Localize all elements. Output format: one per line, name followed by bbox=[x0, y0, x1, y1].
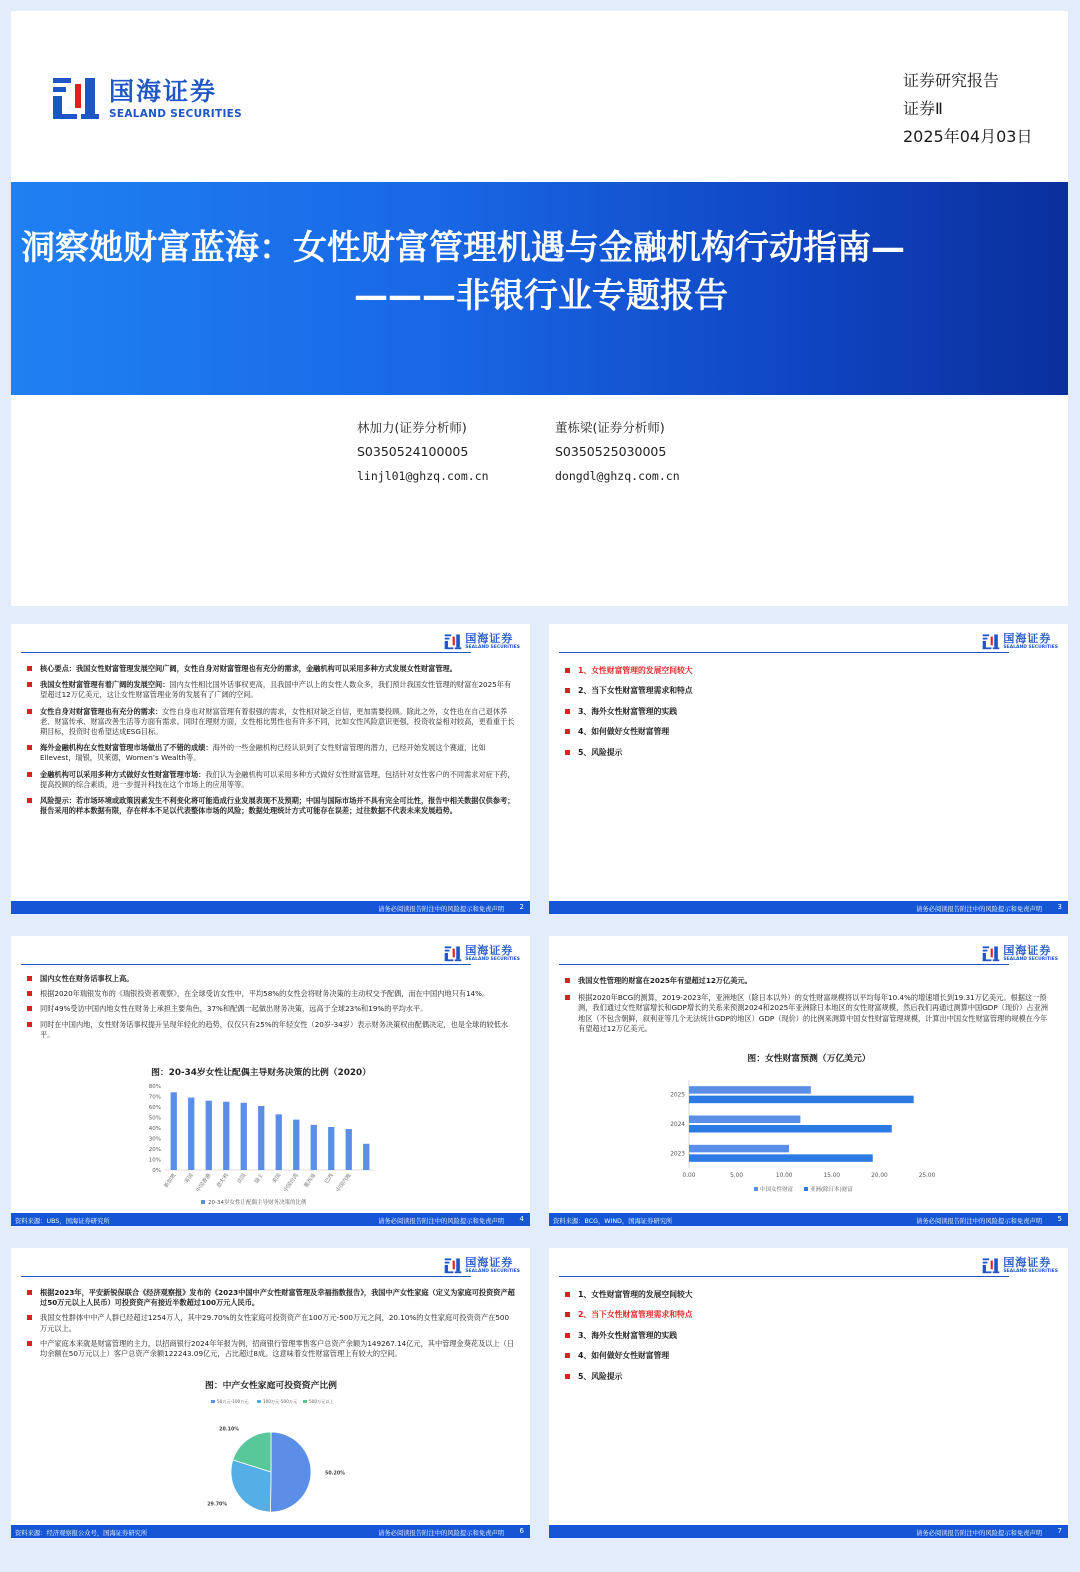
sealand-logo-icon bbox=[51, 74, 101, 124]
footer-disclaimer: 请务必阅读报告附注中的风险提示和免责声明 bbox=[916, 1218, 1042, 1225]
bullet-item: 我国女性财富管理有着广阔的发展空间：国内女性相比国外话事权更高，且我国中产以上的女性人数众多，我们预计我国女性管理的财富在2025年有望超过12万亿美元，这让女性财富管理业务的发展有了广阔的空间。 bbox=[27, 680, 516, 700]
y-tick-label: 50% bbox=[148, 1115, 161, 1122]
bullet-item: 根据2020年BCG的测算，2019-2023年，亚洲地区（除日本以外）的女性财富规模将以平均每年10.4%的增速增长到19.31万亿美元。根据这一预测，我们通过女性财富增长和GDP增长的关系来预测2024和2025年亚洲除日本地区的女性财富规模，然后我们再通过测算中国GDP（现价）占亚洲地区（不包含朝鲜，叙利亚等几个无法统计GDP的地区）GDP（现价）的比例来测算中国女性财富管理规模，计算出中国女性财富管理的规模在今年有望超过12万亿美元。 bbox=[565, 993, 1054, 1034]
x-tick-label: 巴西 bbox=[323, 1172, 335, 1185]
slide-footer bbox=[11, 901, 530, 914]
legend-label: 100万元-500万元 bbox=[263, 1399, 298, 1404]
slide-footer bbox=[549, 1525, 1068, 1538]
bullet-item: 国内女性在财务话事权上高。 bbox=[27, 974, 516, 984]
brand-name-en: SEALAND SECURITIES bbox=[465, 957, 520, 962]
brand-name-cn: 国海证券 bbox=[109, 77, 218, 106]
analyst-name: 董栋梁(证券分析师) bbox=[555, 420, 665, 435]
x-tick-label: 10.00 bbox=[775, 1173, 793, 1179]
slide-logo bbox=[444, 945, 520, 963]
slide-logo bbox=[982, 945, 1058, 963]
bullet-list bbox=[27, 974, 516, 1045]
report-title-line-1: 洞察她财富蓝海：女性财富管理机遇与金融机构行动指南— bbox=[21, 228, 905, 268]
bullet-item: 女性自身对财富管理也有充分的需求：女性自身也对财富管理有着很强的需求，女性相对缺乏自信，更加需要投顾。除此之外，女性也在自己退休养老、财富传承、财富改善生活等方面有需求。同时在理财方面，女性相比男性也有许多不同，比如女性风险意识更强，投资收益相对较高，更看重于长期目标，投资时也希望达成ESG目标。 bbox=[27, 707, 516, 738]
bullet-item: 同时49%受访中国内地女性在财务上承担主要角色，37%和配偶一起做出财务决策，远高于全球23%和19%的平均水平。 bbox=[27, 1004, 516, 1014]
legend-label: 50万元-100万元 bbox=[217, 1399, 249, 1404]
slide-page-6 bbox=[11, 1248, 530, 1538]
x-tick-label: 15.00 bbox=[823, 1173, 841, 1179]
bar bbox=[241, 1103, 247, 1170]
analyst-license: S0350525030005 bbox=[555, 444, 667, 459]
brand-name-cn: 国海证券 bbox=[1003, 632, 1052, 645]
sealand-logo-icon bbox=[982, 1257, 1000, 1275]
report-sector: 证券Ⅱ bbox=[903, 99, 943, 118]
pie-data-label: 29.70% bbox=[207, 1502, 228, 1508]
legend-swatch bbox=[201, 1200, 205, 1204]
report-meta bbox=[903, 67, 1032, 151]
brand-logo bbox=[51, 74, 242, 124]
y-tick-label: 70% bbox=[148, 1094, 161, 1101]
cover-page bbox=[11, 11, 1068, 606]
pie-data-label: 20.10% bbox=[219, 1427, 240, 1433]
page-number: 2 bbox=[519, 903, 524, 911]
report-type: 证券研究报告 bbox=[903, 71, 1000, 90]
brand-name-en: SEALAND SECURITIES bbox=[109, 108, 242, 120]
legend-swatch bbox=[257, 1400, 261, 1403]
legend-label: 500万元以上 bbox=[309, 1399, 334, 1404]
bar bbox=[188, 1098, 194, 1170]
brand-name-cn: 国海证券 bbox=[1003, 1256, 1052, 1269]
analyst-license: S0350524100005 bbox=[357, 444, 469, 459]
toc-item-2[interactable]: 2、当下女性财富管理需求和特点 bbox=[565, 1310, 693, 1320]
bar bbox=[346, 1129, 352, 1170]
slide-footer bbox=[11, 1525, 530, 1538]
footer-source: 资料来源：UBS，国海证券研究所 bbox=[15, 1218, 110, 1225]
sealand-logo-icon bbox=[444, 945, 462, 963]
y-tick-label: 10% bbox=[148, 1157, 161, 1164]
analyst-name: 林加力(证券分析师) bbox=[357, 420, 467, 435]
x-tick-label: 英国 bbox=[183, 1172, 195, 1185]
footer-source: 资料来源：经济观察报公众号，国海证券研究所 bbox=[15, 1530, 148, 1537]
brand-name-en: SEALAND SECURITIES bbox=[1003, 645, 1058, 650]
x-tick-label: 中国香港 bbox=[195, 1172, 213, 1194]
bar bbox=[276, 1114, 282, 1170]
slide-logo bbox=[982, 1257, 1058, 1275]
y-tick-label: 30% bbox=[148, 1136, 161, 1143]
bar bbox=[689, 1086, 811, 1094]
header-rule bbox=[21, 652, 471, 653]
pie-slice bbox=[270, 1432, 311, 1512]
y-tick-label: 2024 bbox=[670, 1122, 685, 1128]
x-tick-label: 0.00 bbox=[682, 1173, 696, 1179]
x-tick-label: 中国内地 bbox=[335, 1172, 353, 1194]
slide-page-5 bbox=[549, 936, 1068, 1226]
y-tick-label: 40% bbox=[148, 1126, 161, 1132]
pie-data-label: 50.20% bbox=[324, 1471, 345, 1477]
report-title bbox=[21, 224, 1061, 320]
legend-swatch bbox=[804, 1187, 808, 1191]
slide-logo bbox=[444, 1257, 520, 1275]
sealand-logo-icon bbox=[444, 1257, 462, 1275]
analyst-2 bbox=[555, 416, 680, 488]
bar bbox=[363, 1144, 369, 1170]
bar bbox=[689, 1154, 873, 1162]
report-title-line-2: ———非银行业专题报告 bbox=[354, 276, 728, 316]
y-tick-label: 20% bbox=[148, 1147, 161, 1153]
bullet-item: 金融机构可以采用多种方式做好女性财富管理市场：我们认为金融机构可以采用多种方式做好女性财富管理，包括针对女性客户的不同需求对症下药，提高投顾的综合素质，进一步提升科技在这个市场上的应用等等。 bbox=[27, 770, 516, 790]
page-number: 3 bbox=[1057, 903, 1062, 911]
bar bbox=[311, 1125, 317, 1170]
brand-name-en: SEALAND SECURITIES bbox=[465, 645, 520, 650]
key-points-list bbox=[27, 664, 516, 822]
sealand-logo-icon bbox=[444, 633, 462, 651]
title-banner bbox=[11, 182, 1068, 395]
bullet-list bbox=[27, 1288, 516, 1364]
slide-footer bbox=[11, 1213, 530, 1226]
brand-name-cn: 国海证券 bbox=[465, 944, 514, 957]
y-tick-label: 2023 bbox=[670, 1151, 685, 1158]
bullet-item: 中产家庭本来就是财富管理的主力，以招商银行2024年年报为例，招商银行管理零售客户总资产余额为149267.14亿元，其中管理金葵花及以上（日均余额在50万元以上）客户总资产余额122243.09亿元，占比超过8成。这意味着女性财富管理上有较大的空间。 bbox=[27, 1339, 516, 1359]
toc-item-4[interactable]: 4、如何做好女性财富管理 bbox=[565, 727, 693, 737]
header-rule bbox=[559, 964, 1009, 965]
legend-label: 亚洲(除日本)财富 bbox=[810, 1187, 853, 1193]
slide-page-7 bbox=[549, 1248, 1068, 1538]
slide-page-4 bbox=[11, 936, 530, 1226]
footer-disclaimer: 请务必阅读报告附注中的风险提示和免责声明 bbox=[378, 1530, 504, 1537]
slide-footer bbox=[549, 1213, 1068, 1226]
bar bbox=[258, 1106, 264, 1170]
x-tick-label: 意大利 bbox=[215, 1172, 230, 1190]
brand-name-cn: 国海证券 bbox=[1003, 944, 1052, 957]
x-tick-label: 墨西哥 bbox=[303, 1172, 318, 1190]
analyst-1 bbox=[357, 416, 489, 488]
footer-source: 资料来源：BCG，WIND，国海证券研究所 bbox=[553, 1218, 673, 1225]
header-rule bbox=[21, 964, 471, 965]
x-tick-label: 中国台湾 bbox=[282, 1172, 300, 1194]
toc-item-3[interactable]: 3、海外女性财富管理的实践 bbox=[565, 1331, 693, 1341]
slide-logo bbox=[982, 633, 1058, 651]
y-tick-label: 60% bbox=[148, 1105, 161, 1111]
bar bbox=[689, 1096, 914, 1104]
bar bbox=[328, 1127, 334, 1170]
toc-item-1[interactable]: 1、女性财富管理的发展空间较大 bbox=[565, 1290, 693, 1300]
bar bbox=[293, 1120, 299, 1170]
bar bbox=[223, 1102, 229, 1170]
bar bbox=[206, 1101, 212, 1170]
bullet-item: 风险提示：若市场环境或政策因素发生不利变化将可能造成行业发展表现不及预期；中国与国际市场并不具有完全可比性，报告中相关数据仅供参考；报告采用的样本数据有限，存在样本不足以代表整体市场的风险；数据处理统计方式可能存在误差；过往数据不代表未来发展趋势。 bbox=[27, 796, 516, 816]
table-of-contents bbox=[565, 1290, 693, 1392]
legend-swatch bbox=[211, 1400, 215, 1403]
x-tick-label: 新加坡 bbox=[163, 1172, 178, 1190]
x-tick-label: 25.00 bbox=[918, 1173, 936, 1179]
bullet-item: 根据2020年瑞银发布的《瑞银投资者观察》，在全球受访女性中，平均58%的女性会将财务决策的主动权交予配偶，而在中国内地只有14%。 bbox=[27, 989, 516, 999]
bullet-item: 我国女性管理的财富在2025年有望超过12万亿美元。 bbox=[565, 976, 1054, 986]
x-tick-label: 5.00 bbox=[730, 1173, 744, 1179]
x-tick-label: 瑞士 bbox=[253, 1172, 265, 1185]
page-number: 7 bbox=[1057, 1527, 1062, 1535]
sealand-logo-icon bbox=[982, 633, 1000, 651]
toc-item-2[interactable]: 2、当下女性财富管理需求和特点 bbox=[565, 686, 693, 696]
y-tick-label: 0% bbox=[152, 1168, 161, 1174]
report-date: 2025年04月03日 bbox=[903, 127, 1033, 146]
bar bbox=[171, 1092, 177, 1170]
footer-disclaimer: 请务必阅读报告附注中的风险提示和免责声明 bbox=[916, 1530, 1042, 1537]
toc-item-5[interactable]: 5、风险提示 bbox=[565, 1372, 693, 1382]
chart-title: 图：中产女性家庭可投资资产比例 bbox=[205, 1381, 337, 1391]
brand-name-en: SEALAND SECURITIES bbox=[1003, 1269, 1058, 1274]
bullet-item: 我国女性群体中中产人群已经超过1254万人，其中29.70%的女性家庭可投资资产在100万元-500万元之间，20.10%的女性家庭可投资资产在500万元以上。 bbox=[27, 1313, 516, 1333]
footer-disclaimer: 请务必阅读报告附注中的风险提示和免责声明 bbox=[916, 906, 1042, 913]
bar bbox=[689, 1125, 892, 1133]
toc-item-4[interactable]: 4、如何做好女性财富管理 bbox=[565, 1351, 693, 1361]
chart-title: 图：20-34岁女性让配偶主导财务决策的比例（2020） bbox=[151, 1068, 371, 1078]
page-number: 4 bbox=[519, 1215, 524, 1223]
y-tick-label: 2025 bbox=[670, 1092, 685, 1099]
slide-page-3 bbox=[549, 624, 1068, 914]
slide-page-2 bbox=[11, 624, 530, 914]
bar bbox=[689, 1116, 800, 1124]
legend-swatch bbox=[754, 1187, 758, 1191]
header-rule bbox=[559, 1276, 1009, 1277]
header-rule bbox=[559, 652, 1009, 653]
brand-name-en: SEALAND SECURITIES bbox=[465, 1269, 520, 1274]
toc-item-5[interactable]: 5、风险提示 bbox=[565, 748, 693, 758]
age-spouse-decision-bar-chart bbox=[131, 1080, 381, 1210]
x-tick-label: 20.00 bbox=[871, 1173, 888, 1179]
bullet-item: 同时在中国内地，女性财务话事权提升呈现年轻化的趋势，仅仅只有25%的年轻女性（20岁-34岁）表示财务决策权由配偶决定，也是全球的较低水平。 bbox=[27, 1020, 516, 1040]
bar bbox=[689, 1145, 789, 1153]
page-number: 6 bbox=[519, 1527, 524, 1535]
sealand-logo-icon bbox=[982, 945, 1000, 963]
footer-disclaimer: 请务必阅读报告附注中的风险提示和免责声明 bbox=[378, 1218, 504, 1225]
brand-name-cn: 国海证券 bbox=[465, 632, 514, 645]
wealth-forecast-bar-chart bbox=[649, 1076, 949, 1196]
legend-label: 20-34岁女性让配偶主导财务决策的比例 bbox=[208, 1200, 307, 1206]
brand-name-en: SEALAND SECURITIES bbox=[1003, 957, 1058, 962]
legend-label: 中国女性财富 bbox=[760, 1187, 794, 1193]
slide-footer bbox=[549, 901, 1068, 914]
header-rule bbox=[21, 1276, 471, 1277]
slide-logo bbox=[444, 633, 520, 651]
y-tick-label: 80% bbox=[148, 1084, 161, 1090]
middle-class-asset-pie-chart bbox=[181, 1394, 381, 1524]
bullet-item: 核心要点：我国女性财富管理发展空间广阔，女性自身对财富管理也有充分的需求，金融机构可以采用多种方式发展女性财富管理。 bbox=[27, 664, 516, 674]
brand-name-cn: 国海证券 bbox=[465, 1256, 514, 1269]
page-number: 5 bbox=[1057, 1215, 1062, 1223]
legend-swatch bbox=[303, 1400, 307, 1403]
x-tick-label: 美国 bbox=[271, 1172, 283, 1185]
bullet-item: 根据2023年，平安新锐保联合《经济观察报》发布的《2023中国中产女性财富管理及幸福指数报告》，我国中产女性家庭（定义为家庭可投资资产超过50万元以上人民币）可投资资产有接近半数超过100万元人民币。 bbox=[27, 1288, 516, 1308]
footer-disclaimer: 请务必阅读报告附注中的风险提示和免责声明 bbox=[378, 906, 504, 913]
toc-item-3[interactable]: 3、海外女性财富管理的实践 bbox=[565, 707, 693, 717]
toc-item-1[interactable]: 1、女性财富管理的发展空间较大 bbox=[565, 666, 693, 676]
analyst-email[interactable]: linjl01@ghzq.com.cn bbox=[357, 469, 489, 483]
table-of-contents bbox=[565, 666, 693, 768]
chart-title: 图：女性财富预测（万亿美元） bbox=[747, 1054, 871, 1064]
bullet-list bbox=[565, 976, 1054, 1040]
bullet-item: 海外金融机构在女性财富管理市场做出了不错的成绩：海外的一些金融机构已经认识到了女性财富管理的潜力，已经开始发展这个赛道，比如Ellevest，瑞银，贝莱德，Women’s Wealth等。 bbox=[27, 743, 516, 763]
x-tick-label: 法国 bbox=[236, 1172, 248, 1185]
analyst-email[interactable]: dongdl@ghzq.com.cn bbox=[555, 469, 680, 483]
